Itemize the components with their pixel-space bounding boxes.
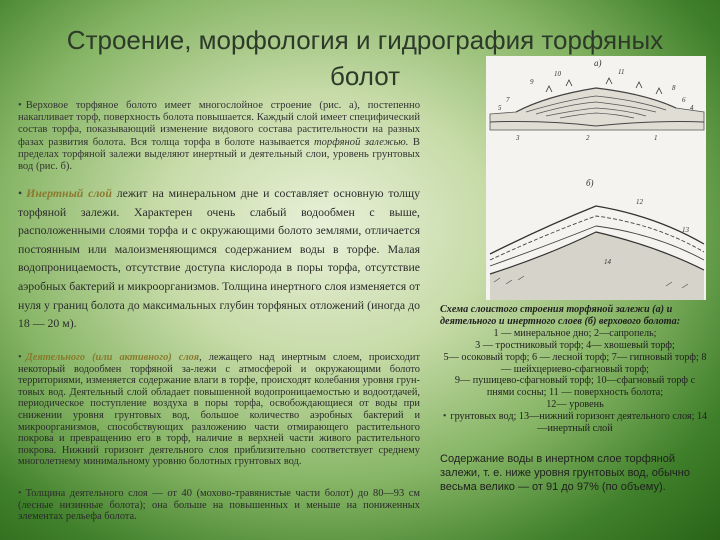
bullet: • (18, 100, 22, 111)
term-inert-layer: Инертный слой (26, 186, 112, 200)
paragraph-text: Верховое торфяное болото имеет многослойное строение (рис. а), постепенно накапливает торф, поверхность болота повышается. Каждый слой имеет специфический состав торфа, показывающий изменение видового состава растительности на разных фазах развития болота. Вся толща торфа в болоте называется (18, 100, 420, 148)
caption-line: 5— осоковый торф; 6 — лесной торф; 7— гипновый торф; 8 — шейхцериево-сфагновый торф; (443, 351, 707, 375)
number-label: 2 (586, 134, 590, 142)
paragraph-text: Толщина деятельного слоя — от 40 (мохово-травянистые части болот) до 80—93 см (лесные низинные болота); она больше на повышенных и меньше на пониженных элементах рельефа болота. (18, 488, 420, 523)
page-title: Строение, морфология и гидрография торфяных болот (66, 25, 664, 91)
number-label: 12 (636, 198, 643, 206)
bullet: • (18, 488, 22, 499)
paragraph-text: лежит на минеральном дне и составляет основную толщу торфяной залежи. Характерен очень слабый водообмен с выше, расположенными слоями торфа и с окружающими болото землями, отличается постоянным или малоизменяющимся содержанием воды в торфе. Малая водопроницаемость, отсутствие доступа кислорода в поры торфа, отсутствие аэробных бактерий и микроорганизмов. Толщина инертного слоя изменяется от нуля у границ болота до максимальных глубин торфяных отложений (иногда до 18 — 20 м). (18, 186, 420, 331)
paragraph-tail: В пределах торфяной залежи выделяют инертный и деятельный слои, уровень грунтовых вод (рис. б). (18, 136, 420, 173)
paragraph-active-layer (18, 352, 420, 468)
paragraph-text: , лежащего над инертным слоем, происходит некоторый водообмен торфяной за-лежи с атмосферой и окружающими болото территориями, изменяется содержание влаги в торфе, происходят колебания уровня грун-товых вод. Деятельный слой обладает повышенной водопроницаемостью и водоотдачей, периодическое поступление воздуха в поры торфа, освобождающиеся от воды при снижении уровня грунтовых вод, большое количество аэробных бактерий и микроорганизмов, способствующих разложению части отмирающего растительного покрова и превращению его в торф, наличие в верхней части живого растительного покрова. Нижний горизонт деятельного слоя приблизительно соответствует среднему многолетнему минимальному уровню болотных грунтовых вод. (18, 352, 421, 468)
number-label: 13 (682, 226, 689, 234)
bullet: • (442, 411, 447, 423)
caption-heading: Схема слоистого строения торфяной залежи (а) и деятельного и инертного слоев (б) верхового болота: (440, 304, 681, 327)
peat-deposit-diagram (486, 56, 706, 300)
bullet: • (18, 352, 22, 363)
number-label: 8 (672, 84, 676, 92)
caption-line: 12— уровень (546, 399, 604, 411)
label-a: а) (594, 58, 602, 68)
paragraph-inert-layer (18, 184, 420, 333)
figure-caption (440, 304, 710, 435)
paragraph-peat-bog-structure (18, 100, 420, 173)
caption-text: грунтовых вод; 13—нижний горизонт деятельного слоя; 14—инертный слой (450, 411, 708, 435)
number-label: 5 (498, 104, 502, 112)
term-peat-deposit: торфяной залежью. (313, 136, 409, 148)
label-b: б) (586, 178, 594, 188)
number-label: 6 (682, 96, 686, 104)
term-active-layer: Деятельного (или активного) слоя (25, 352, 200, 363)
water-content-note: Содержание воды в инертном слое торфяной залежи, т. е. ниже уровня грунтовых вод, обычно весьма велико — от 91 до 97% (по объему). (440, 453, 690, 493)
number-label: 10 (554, 70, 561, 78)
caption-line: 1 — минеральное дно; 2—сапропель; (493, 327, 657, 339)
number-label: 9 (530, 78, 534, 86)
number-label: 4 (690, 104, 694, 112)
caption-line: 9— пушицево-сфагновый торф; 10—сфагновый торф с пнями сосны; 11 — поверхность болота; (454, 375, 696, 399)
number-label: 11 (618, 68, 625, 76)
paragraph-active-layer-thickness (18, 488, 420, 523)
caption-line: 3 — тростниковый торф; 4— хвошевый торф; (475, 339, 675, 351)
bullet: • (18, 186, 23, 200)
caption-line-last (440, 411, 710, 435)
number-label: 7 (506, 96, 510, 104)
number-label: 14 (604, 258, 611, 266)
number-label: 1 (654, 134, 658, 142)
number-label: 3 (516, 134, 520, 142)
